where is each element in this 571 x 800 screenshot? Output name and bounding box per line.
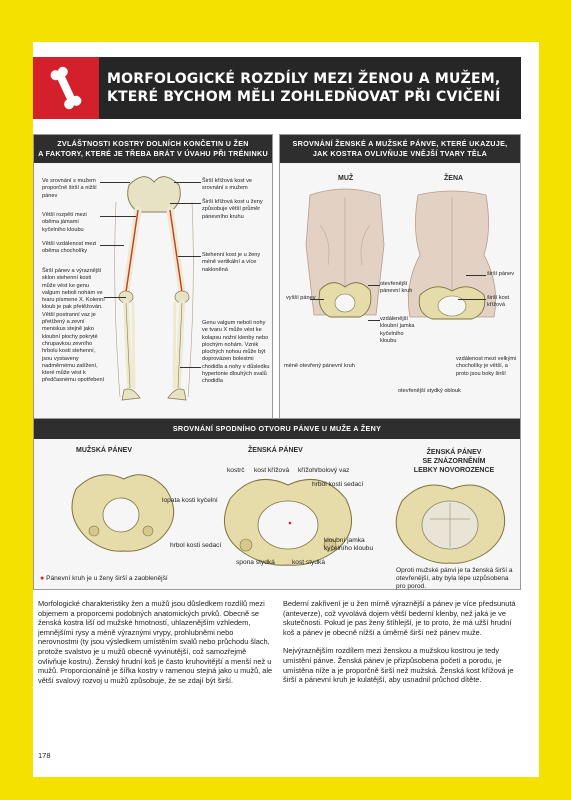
leader-line <box>180 367 201 368</box>
page-title <box>99 70 521 106</box>
leader-line <box>368 320 380 321</box>
leader-line <box>104 297 126 298</box>
male-label: MUŽ <box>338 175 354 182</box>
panel-torso-heading-line1: SROVNÁNÍ ŽENSKÉ A MUŽSKÉ PÁNVE, KTERÉ UKAZUJE, <box>292 139 508 148</box>
leg-note-sacrum: Širší křížová kost ve srovnání s mužem <box>202 178 253 192</box>
panel-pelvis-heading: SROVNÁNÍ SPODNÍHO OTVORU PÁNVE U MUŽE A ŽENY <box>34 419 520 439</box>
leader-line <box>100 182 130 183</box>
label-pubic-symphysis: spona stydká <box>236 559 275 566</box>
pelvis-legend <box>40 575 240 583</box>
leader-line <box>170 203 201 204</box>
baby-title-line1: ŽENSKÁ PÁNEV <box>426 449 482 456</box>
leg-note-flat-feet: Genu valgum neboli nohy ve tvaru X může vést ke kolapsu nožní klenby nebo plochým nohám. Vznik plochých nohou může být doprovázen bolestmi chodidla a nohy v důsledku hypertonie dlouhých svalů chodidla <box>202 320 270 385</box>
body-text-col2 <box>283 599 519 694</box>
leader-line <box>368 285 380 286</box>
leader-line <box>100 245 124 246</box>
baby-title-line3: LEBKY NOVOROZENCE <box>413 467 495 474</box>
label-distant-hip-socket: vzdálenější kloubní jamka kyčelního kloubu <box>380 316 415 344</box>
label-pubic-bone: kost stydká <box>292 559 325 566</box>
label-pubic-arch: otevřenější stydký oblouk <box>398 388 461 394</box>
bone-icon-box <box>33 57 99 119</box>
leg-note-pelvis-width: Ve srovnání s mužem proporčně širší a nižší pánev <box>42 178 97 199</box>
title-banner <box>33 57 521 119</box>
body-paragraph-2: Bederní zakřivení je u žen mírně výraznější a pánev je více předsunutá (anteverze), což vyvolává dojem větší bederní klenby, než jaká je ve skutečnosti. Pokud je pas ženy štíhlejší, je to proto, že má užší hrudní koš a pánev je obecně nížší a úměrně širší než pánev muže. <box>283 599 516 637</box>
label-wider-pelvis: širší pánev <box>487 271 515 277</box>
panel-torso-comparison <box>279 134 521 424</box>
label-less-open-ring: méně otevřený pánevní kruh <box>284 363 355 369</box>
leader-line <box>178 256 201 257</box>
pelvis-legend-text: Pánevní kruh je u ženy širší a zaoblenější <box>46 575 168 582</box>
page-number: 178 <box>38 751 51 760</box>
male-pelvis-title: MUŽSKÁ PÁNEV <box>76 447 133 454</box>
label-wider-sacrum: širší kost křížová <box>487 295 510 309</box>
body-paragraph-1: Morfologické charakteristiky žen a mužů jsou důsledkem rozdílů mezi objemem a proporcemi podobných anatomických prvků. Obecně se ženská kostra liší od mužské hmotností, uhlazenějším vzhledem, jemnějšími rysy a méně výraznými vrypy, prohlubněmi nebo nerovnostmi (ty jsou výsledkem umístěním svalů nebo průchodu šlach, protože svalstvo je u mužů obecně vyvinutější, což samozřejmě ovlivňuje kostru). Ženský hrudní koš je často kruhovitější a menší než u mužů. Proporcionálně je šířka kostry v ramenou stejná jako u mužů, ale větší svalový rozvoj u mužů způsobuje, že se zdají být širší. <box>38 599 273 685</box>
leader-line <box>466 275 486 276</box>
leader-line <box>458 299 486 300</box>
label-coccyx: kostrč <box>227 467 245 474</box>
leader-line <box>310 299 324 300</box>
panel-leg-heading-line2: A FAKTORY, KTERÉ JE TŘEBA BRÁT V ÚVAHU PŘI TRÉNINKU <box>38 149 268 158</box>
female-pelvis-title: ŽENSKÁ PÁNEV <box>248 447 303 454</box>
label-trochanter-distance: vzdálenost mezi velkými chocholíky je větší, a proto jsou boky širší <box>456 356 517 377</box>
label-ischial-tuberosity-top: hrbol kosti sedací <box>312 481 364 488</box>
baby-title-line2: SE ZNÁZORNĚNÍM <box>422 458 486 465</box>
panel-torso-heading <box>280 135 520 163</box>
female-label: ŽENA <box>444 175 464 182</box>
panel-pelvic-outlet <box>33 418 521 590</box>
label-sacrum: kost křížová <box>254 467 290 474</box>
label-open-pelvic-ring: otevřenější pánevní kruh <box>380 281 413 295</box>
body-text-col1 <box>38 599 274 685</box>
label-higher-pelvis: vyšší pánev <box>286 295 316 301</box>
label-sacrotuberous-ligament: křížohrbolový vaz <box>298 467 350 474</box>
panel-leg-heading-line1: ZVLÁŠTNOSTI KOSTRY DOLNÍCH KONČETIN U ŽEN <box>57 139 249 148</box>
baby-pelvis-caption: Oproti mužské pánvi je ta ženská širší a otevřenější, aby byla lépe uzpůsobena pro porod. <box>396 567 513 590</box>
label-iliac-wing: lopata kosti kyčelní <box>162 497 218 504</box>
title-line-2: KTERÉ BYCHOM MĚLI ZOHLEDŇOVAT PŘI CVIČENÍ <box>107 89 501 105</box>
leg-note-trochanter-distance: Větší vzdálenost mezi oběma chocholíky <box>42 241 97 255</box>
body-paragraph-3: Nejvýraznějším rozdílem mezi ženskou a mužskou kostrou je tedy umístění pánve. Ženská pánev je přizpůsobena početí a porodu, je umístěna níže a je proporčně širší než mužská. Ženská kost křížová je širší a pánevní kruh je kulatější, aby usnadnil průchod dítěte. <box>283 646 514 685</box>
leg-note-femur-angle: Stehenní kost je u ženy méně vertikální a více nakloněná <box>202 252 261 273</box>
label-ischial-tuberosity-left: hrbol kosti sedací <box>170 542 222 549</box>
leader-line <box>174 182 201 183</box>
leg-note-hip-span: Větší rozpětí mezi oběma jámami kyčelního kloubu <box>42 212 87 233</box>
legend-dot-icon: ● <box>40 575 45 582</box>
title-line-1: MORFOLOGICKÉ ROZDÍLY MEZI ŽENOU A MUŽEM, <box>107 71 501 87</box>
panel-torso-heading-line2: JAK KOSTRA OVLIVŇUJE VNĚJŠÍ TVARY TĚLA <box>312 149 488 158</box>
bone-icon <box>49 63 83 113</box>
leg-note-genu-valgum: Širší pánev a výraznější sklon stehenní kosti může vést ke genu valgum neboli nohám ve tvaru písmene X. Kolenní kloub je pak přetěžován. Větší postranní vaz je přetížený a zevní meniskus stejně jako kloubní plochy pokryté chrupavkou zevního hrbolu kosti stehenní, jsou vystaveny nadměrnému zatížení, které může vést k předčasnému opotřebení <box>42 268 105 384</box>
leg-note-pelvic-ring: Širší křížová kost u ženy způsobuje větší průměr pánevního kruhu <box>202 199 263 220</box>
label-hip-socket: kloubní jamka kyčelního kloubu <box>324 537 374 552</box>
panel-leg-heading <box>34 135 272 163</box>
panel-leg-skeleton <box>33 134 273 424</box>
leader-line <box>100 216 136 217</box>
